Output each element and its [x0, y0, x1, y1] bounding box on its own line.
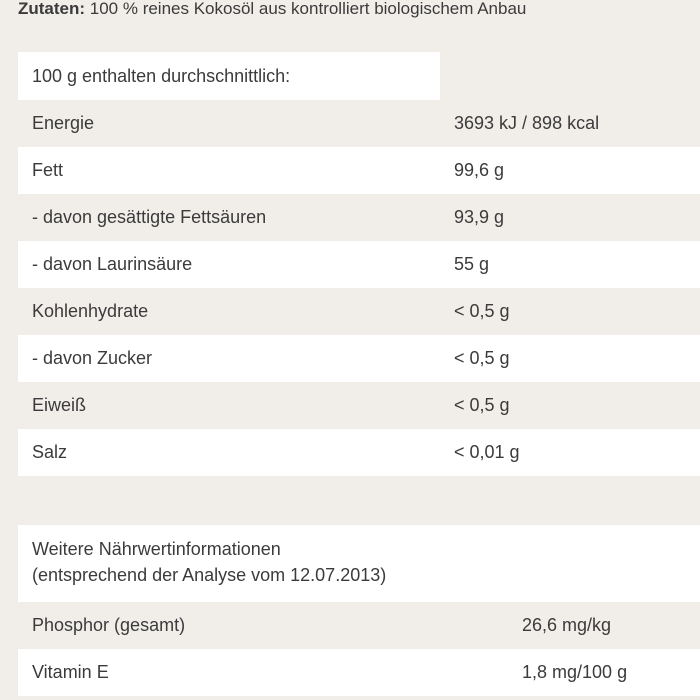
table-row [18, 429, 700, 476]
extra-heading-line1: Weitere Nährwertinformationen [32, 539, 281, 559]
row-value: 55 g [454, 254, 490, 274]
row-label: - davon Zucker [32, 348, 153, 368]
row-value: 93,9 g [454, 207, 505, 227]
table-row [18, 288, 700, 335]
table-header-row [18, 52, 700, 100]
row-label: Fett [32, 160, 64, 180]
table-row [18, 602, 700, 649]
table-header: 100 g enthalten durchschnittlich: [32, 65, 291, 86]
table-row [18, 194, 700, 241]
row-value: < 0,01 g [454, 442, 520, 462]
row-label: Eiweiß [32, 395, 87, 415]
row-label: - davon gesättigte Fettsäuren [32, 207, 267, 227]
table-row [18, 649, 700, 696]
table-spacer [18, 476, 700, 525]
row-value: 99,6 g [454, 160, 505, 180]
nutrition-table [18, 52, 700, 696]
row-value: < 0,5 g [454, 348, 510, 368]
extra-heading-line2: (entsprechend der Analyse vom 12.07.2013) [32, 565, 387, 585]
row-label: Vitamin E [32, 662, 109, 682]
row-label: Kohlenhydrate [32, 301, 149, 321]
row-value: 3693 kJ / 898 kcal [454, 113, 600, 133]
table-row [18, 241, 700, 288]
table-row [18, 335, 700, 382]
extra-info-heading [18, 525, 700, 602]
row-label: Phosphor (gesamt) [32, 615, 186, 635]
table-row [18, 147, 700, 194]
row-label: - davon Laurinsäure [32, 254, 193, 274]
row-value: 26,6 mg/kg [522, 615, 612, 635]
table-row [18, 382, 700, 429]
row-value: < 0,5 g [454, 301, 510, 321]
row-label: Salz [32, 442, 68, 462]
row-label: Energie [32, 113, 95, 133]
ingredients-label: Zutaten: [18, 0, 86, 18]
table-row [18, 100, 700, 147]
row-value: 1,8 mg/100 g [522, 662, 628, 682]
ingredients-line [18, 0, 526, 25]
ingredients-text: 100 % reines Kokosöl aus kontrolliert biologischem Anbau [85, 0, 527, 18]
table-header-cell [18, 52, 440, 100]
row-value: < 0,5 g [454, 395, 510, 415]
